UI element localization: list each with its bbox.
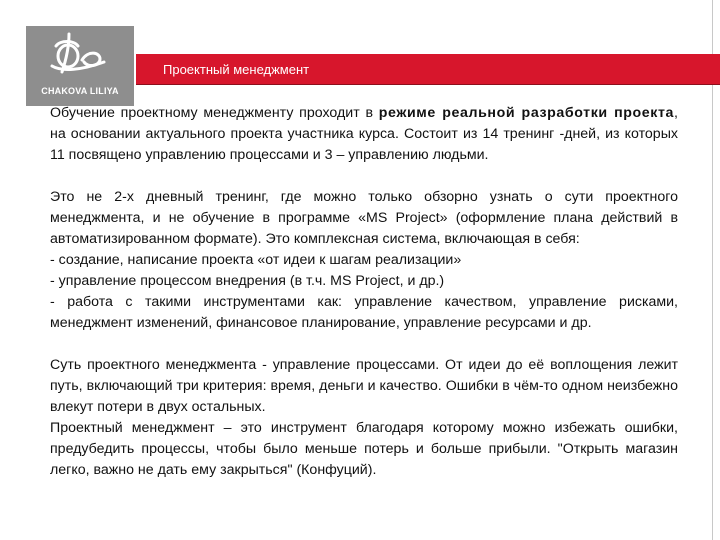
logo-text: CHAKOVA LILIYA bbox=[41, 86, 119, 96]
paragraph-intro-text-2: , на основании актуального проекта участника курса. Состоит из 14 тренинг -дней, из которых 11 посвящено управлению процессами и 3 – управлению людьми. bbox=[50, 105, 678, 163]
list-item: - создание, написание проекта «от идеи к шагам реализации» bbox=[50, 252, 462, 268]
logo-mark-icon bbox=[26, 26, 134, 86]
list-item: - управление процессом внедрения (в т.ч. MS Project, и др.) bbox=[50, 273, 445, 289]
logo bbox=[26, 26, 134, 106]
main-content bbox=[50, 103, 678, 481]
list-item: - работа с такими инструментами как: управление качеством, управление рисками, менеджмент изменений, финансовое планирование, управление ресурсами и др. bbox=[50, 294, 678, 331]
paragraph-intro-text-1: Обучение проектному менеджменту проходит в bbox=[50, 105, 379, 121]
paragraph-essence: Суть проектного менеджмента - управление процессами. От идеи до её воплощения лежит путь, включающий три критерия: время, деньги и качество. Ошибки в чём-то одном неизбежно влекут потери в двух остальных. bbox=[50, 357, 678, 415]
paragraph-description: Это не 2-х дневный тренинг, где можно только обзорно узнать о сути проектного менеджмента, и не обучение в программе «MS Project» (оформление плана действий в автоматизированном формате). Это комплексная система, включающая в себя: bbox=[50, 189, 678, 247]
paragraph-quote: Проектный менеджмент – это инструмент благодаря которому можно избежать ошибки, предубедить процессы, чтобы было меньше потерь и больше прибыли. "Открыть магазин легко, важно не дать ему закрыться" (Конфуций). bbox=[50, 420, 678, 478]
paragraph-intro-bold: режиме реальной разработки проекта bbox=[378, 105, 675, 121]
page-title: Проектный менеджмент bbox=[163, 62, 310, 77]
title-bar bbox=[136, 54, 720, 85]
paragraph-intro bbox=[50, 103, 678, 166]
